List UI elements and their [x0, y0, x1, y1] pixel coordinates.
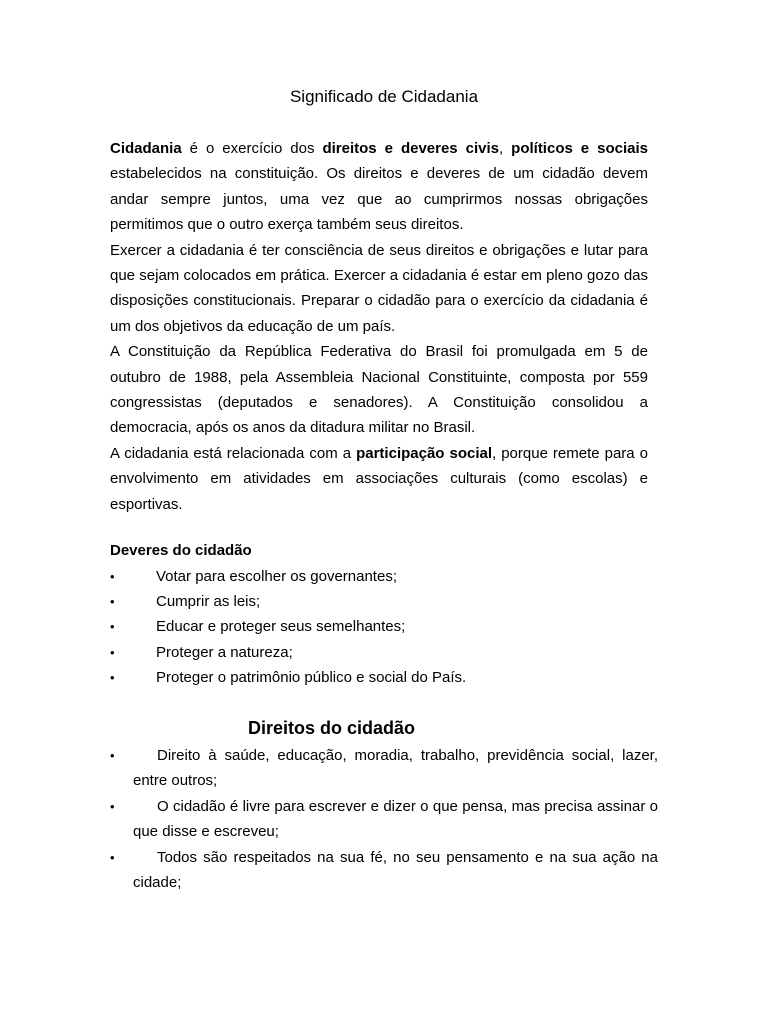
- duties-list: [110, 564, 670, 690]
- rights-heading: Direitos do cidadão: [248, 718, 416, 738]
- rights-list: [110, 743, 658, 895]
- list-item: [110, 614, 670, 639]
- right-text: O cidadão é livre para escrever e dizer o que pensa, mas precisa assinar o que disse e escreveu;: [133, 797, 658, 841]
- bullet-icon: •: [110, 619, 115, 635]
- bullet-icon: •: [110, 849, 115, 865]
- intro-bold-2: políticos e sociais: [511, 140, 648, 157]
- document-title: Significado de Cidadania: [289, 87, 479, 106]
- paragraph-citizenship-exercise: Exercer a cidadania é ter consciência de seus direitos e obrigações e lutar para que sejam colocados em prática. Exercer a cidadania é estar em pleno gozo das disposições constitucionais. Preparar o cidadão para o exercício da cidadania é um dos objetivos da educação de um país.: [110, 241, 648, 335]
- duty-text: Votar para escolher os governantes;: [156, 568, 397, 585]
- intro-term: Cidadania: [110, 140, 182, 157]
- list-item: [110, 665, 670, 690]
- duty-text: Proteger a natureza;: [156, 643, 293, 661]
- intro-text-2: ,: [499, 140, 512, 157]
- intro-bold-1: direitos e deveres civis: [322, 140, 499, 157]
- duty-text: Cumprir as leis;: [156, 593, 261, 611]
- intro-text-3: estabelecidos na constituição. Os direitos e deveres de um cidadão devem andar sempre juntos, uma vez que ao cumprirmos nossas obrigações permitimos que o outro exerça também seus direitos.: [110, 165, 648, 234]
- list-item: [110, 589, 670, 614]
- right-text: Direito à saúde, educação, moradia, trabalho, previdência social, lazer, entre outros;: [133, 747, 658, 790]
- bullet-icon: •: [110, 569, 115, 584]
- p4-text-2: , porque remete para o envolvimento em atividades em associações culturais (como escolas) e esportivas.: [110, 444, 649, 513]
- document-body: [110, 136, 648, 517]
- duty-text: Educar e proteger seus semelhantes;: [156, 618, 406, 636]
- right-text: Todos são respeitados na sua fé, no seu pensamento e na sua ação na cidade;: [133, 848, 658, 892]
- p4-text-1: A cidadania está relacionada com a: [110, 444, 357, 462]
- intro-text-1: é o exercício dos: [181, 140, 323, 157]
- list-item: [110, 640, 670, 665]
- list-item: [110, 743, 658, 794]
- list-item: [110, 794, 658, 845]
- bullet-icon: •: [110, 594, 115, 610]
- bullet-icon: •: [110, 644, 115, 660]
- duty-text: Proteger o patrimônio público e social do País.: [156, 668, 467, 686]
- bullet-icon: •: [110, 669, 115, 685]
- intro-paragraph: [110, 136, 648, 238]
- bullet-icon: •: [110, 798, 115, 814]
- p4-bold-1: participação social: [356, 444, 493, 462]
- bullet-icon: •: [110, 748, 115, 763]
- paragraph-social-participation: [110, 441, 648, 517]
- list-item: [110, 845, 658, 896]
- list-item: [110, 564, 670, 589]
- paragraph-constitution: A Constituição da República Federativa do Brasil foi promulgada em 5 de outubro de 1988, pela Assembleia Nacional Constituinte, composta por 559 congressistas (deputados e senadores). A Constituição consolidou a democracia, após os anos da ditadura militar no Brasil.: [110, 343, 648, 437]
- duties-heading: Deveres do cidadão: [110, 542, 252, 559]
